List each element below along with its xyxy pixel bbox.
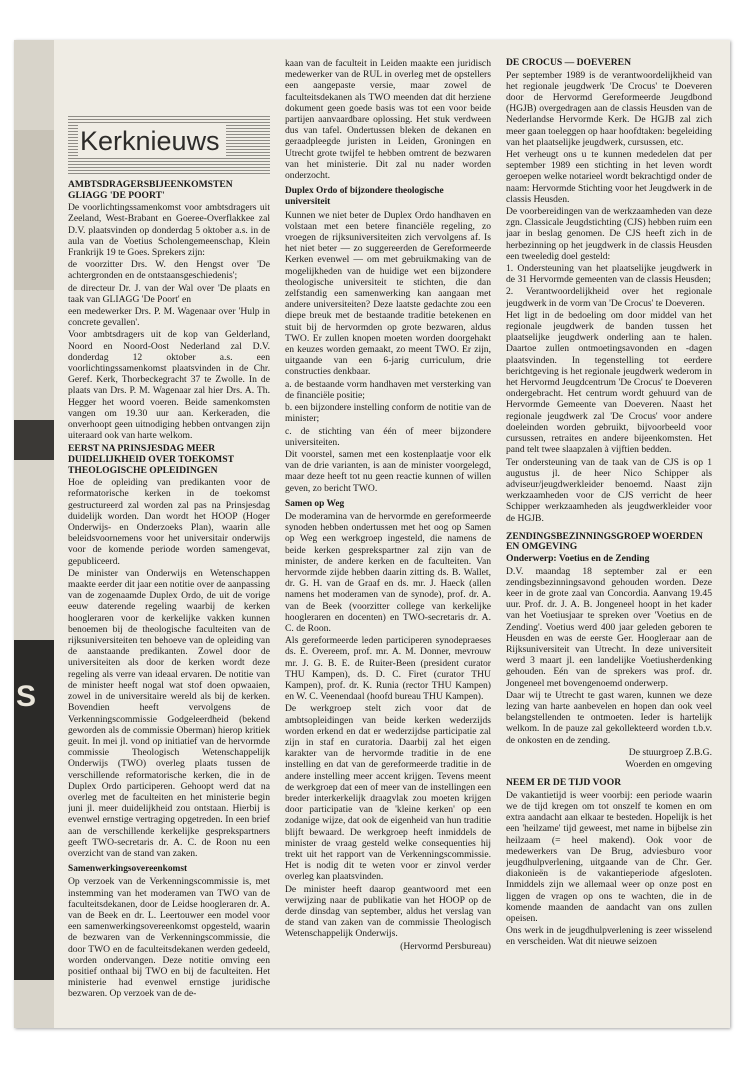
paragraph: kaan van de faculteit in Leiden maakte een juridisch medewerker van de RUL in overleg met de opstellers een aangepaste versie, maar zowel de faculteitsdekanen als TWO meenden dat dit herziene dokument geen goede basis was tot een voor beide partijen aanvaardbare oplossing. Het stuk verdween dus van tafel. Ondertussen bleken de dekanen en geraadpleegde juristen in Leiden, Groningen en Utrecht grote twijfel te hebben omtrent de bezwaren van het ministerie. Dit zal nu nader worden onderzocht. — [285, 58, 491, 182]
section-header-banner — [68, 116, 270, 174]
article-headline: AMBTSDRAGERSBIJEENKOMSTEN GLIAGG 'DE POORT' — [68, 179, 233, 201]
paragraph: Dit voorstel, samen met een kostenplaatje voor elk van de drie varianten, is aan de minister voorgelegd, maar deze heeft tot nu geen reactie kunnen of willen geven, zo bericht TWO. — [285, 448, 491, 494]
paragraph: Op verzoek van de Verkenningscommissie is, met instemming van het moderamen van TWO van de faculteitsdekanen, door de Leidse hoogleraren dr. A. van de Beek en dr. L. Leertouwer een model voor een samenwerkingsovereenkomst opgesteld, waarin de bezwaren van de Verkenningscommissie, die door TWO en de faculteitsdekanen werden gedeeld, worden ondervangen. Deze notitie omving een positief onthaal bij TWO en bij de faculteiten. Het ministerie had evenwel ernstige juridische bezwaren. Op verzoek van de de- — [68, 876, 270, 1000]
column-3 — [506, 58, 712, 949]
paragraph: D.V. maandag 18 september zal er een zendingsbezinningsavond gehouden worden. Deze keer in de grote zaal van Concordia. Aanvang 19.45 uur. Prof. dr. J. A. B. Jongeneel hoopt in het kader van het Voetiusjaar te spreken over 'Voetius en de Zending'. Voetius werd 400 jaar geleden geboren te Heusden en was de eerste Ger. Hoogleraar aan de Rijksuniversiteit van Utrecht. In deze universiteit werd 3 maart jl. een landelijke Voetiusherdenking gehouden. Eén van de sprekers was prof. dr. Jongeneel met bovengenoemd onderwerp. — [506, 565, 712, 689]
paragraph: Voor ambtsdragers uit de kop van Gelderland, Noord en Noord-Oost Nederland zal D.V. donderdag 12 oktober a.s. een voorlichtingssamenkomst plaatsvinden in de Chr. Geref. Kerk, Thorbeckegracht 37 te Zwolle. In de plaats van Drs. P. M. Wagenaar zal hier Drs. A. Th. Hegger het woord voeren. Beide samenkomsten vangen om 19.30 uur aan. Kerkeraden, die onverhoopt geen uitnodiging hebben ontvangen zijn uiteraard ook van harte welkom. — [68, 329, 270, 442]
magazine-page — [14, 40, 730, 1028]
previous-page-edge — [14, 40, 54, 1028]
paragraph: Het verheugt ons u te kunnen mededelen dat per september 1989 een stichting in het leven wordt geroepen welke notarieel wordt bekrachtigd onder de naam: Hervormde Stichting voor het Jeugdwerk in de classis Heusden. — [506, 149, 712, 205]
paragraph: Kunnen we niet beter de Duplex Ordo handhaven en volstaan met een betere financiële regeling, zo vroegen de rijksuniversiteiten zich vervolgens af. Is het niet beter — zo suggereerden de Gereformeerde Kerken evenwel — om met gebruikmaking van de mogelijkheden van de huidige wet een bijzondere theologische universiteit te stichten, die dan zelfstandig een samenwerking kan aangaan met andere universiteiten? Deze laatste gedachte zou een diepe breuk met de bestaande traditie betekenen en stuit bij de hervormden op grote bezwaren, aldus TWO. Er zullen knopen moeten worden doorgehakt en keuzes worden gemaakt, zo meent TWO. Er zijn, uitgaande van een 6-jarig curriculum, drie constructies denkbaar. — [285, 209, 491, 378]
paragraph: Ter ondersteuning van de taak van de CJS is op 1 augustus jl. de heer Nico Schipper als adviseur/jeugdwerkleider benoemd. Naast zijn werkzaamheden voor de CJS verricht de heer Schipper werkzaamheden als jeugdwerkleider voor de HGJB. — [506, 456, 712, 524]
list-item: 1. Ondersteuning van het plaatselijke jeugdwerk in de 31 Hervormde gemeenten van de classis Heusden; — [506, 263, 712, 286]
signature-line: De stuurgroep Z.B.G. — [628, 746, 712, 758]
subheading: Duplex Ordo of bijzondere theologische universiteit — [285, 186, 444, 208]
paragraph: de voorzitter Drs. W. den Hengst over 'De achtergronden en de ontstaansgeschiedenis'; — [68, 259, 270, 282]
subheading: Onderwerp: Voetius en de Zending — [506, 552, 650, 564]
paragraph: Ons werk in de jeugdhulpverlening is zeer wisselend en verscheiden. Wat dit nieuwe seizoen — [506, 925, 712, 948]
list-item: a. de bestaande vorm handhaven met versterking van de financiële positie; — [285, 378, 491, 401]
subheading: Samen op Weg — [285, 498, 345, 509]
paragraph: de directeur Dr. J. van der Wal over 'De plaats en taak van GLIAGG 'De Poort' en — [68, 282, 270, 305]
column-1 — [68, 58, 270, 1001]
paragraph: een medewerker Drs. P. M. Wagenaar over 'Hulp in concrete gevallen'. — [68, 306, 270, 329]
article-headline: ZENDINGSBEZINNINGSGROEP WOERDEN EN OMGEVING — [506, 530, 703, 553]
article-headline: DE CROCUS — DOEVEREN — [506, 58, 631, 68]
list-item: c. de stichting van één of meer bijzondere universiteiten. — [285, 425, 491, 448]
list-item: 2. Verantwoordelijkheid over het regionale jeugdwerk in de vorm van 'De Crocus' te Doeveren. — [506, 286, 712, 309]
paragraph: Als gereformeerde leden participeren synodepraeses ds. E. Overeem, prof. mr. A. M. Donner, mevrouw mr. J. G. B. E. de Ruiter-Been (president curator THU Kampen), ds. D. C. Firet (curator THU Kampen), prof. dr. K. Runia (rector THU Kampen) en W. C. Veenendaal (hoofd bureau THU Kampen). — [285, 635, 491, 703]
paragraph: De moderamina van de hervormde en gereformeerde synoden hebben ondertussen met het oog op Samen op Weg een werkgroep ingesteld, die namens de beide kerken gesprekspartner zal zijn van de minister, de andere kerken en de faculteiten. Van hervormde zijde hebben daarin zitting ds. B. Wallet, dr. G. H. van de Graaf en ds. mr. J. Haeck (allen namens het moderamen van de synode), prof. dr. A. van de Beek (voorzitter college van kerkelijke hoogleraren en docenten) en TWO-secretaris dr. A. C. de Roon. — [285, 510, 491, 634]
paragraph: Het ligt in de bedoeling om door middel van het regionale jeugdwerk de banden tussen het plaatselijke jeugdwerk onderling aan te halen. Daartoe zullen ontmoetingsavonden en -dagen plaatsvinden. In tegenstelling tot eerdere berichtgeving is het regionale jeugdwerk wederom in het Hervormd Jeugdcentrum 'De Crocus' te Doeveren ondergebracht. Het centrum wordt gehuurd van de Hervormde Gemeente van Doeveren. Naast het regionale jeugdwerk zal 'De Crocus' voor andere doeleinden worden gebruikt, bijvoorbeeld voor cursussen, retraites en andere bijeenkomsten. Het pand telt twee slaapzalen à vijftien bedden. — [506, 309, 712, 456]
signature-line: Woerden en omgeving — [625, 758, 712, 770]
section-title: Kerknieuws — [78, 124, 226, 158]
paragraph: De minister heeft daarop geantwoord met een verwijzing naar de publikatie van het HOOP op de derde dinsdag van september, aldus het verslag van de stand van zaken van de commissie Theologisch Wetenschappelijk Onderwijs. — [285, 883, 491, 940]
paragraph: De vakantietijd is weer voorbij: een periode waarin we de tijd kregen om tot onszelf te komen en om extra aandacht aan elkaar te besteden. Hopelijk is het een 'heilzame' tijd geweest, met name in bijbelse zin heilzaam (= heel makend). Ook voor de medewerkers van De Brug, adviesburo voor jeugdhulpverlening, uitgaande van de Chr. Ger. diakonieën is de vakantieperiode afgesloten. Inmiddels zijn we allemaal weer op onze post en liggen de vragen op ons te wachten, die in de komende maanden de aandacht van ons zullen opeisen. — [506, 789, 712, 924]
paragraph: De voorbereidingen van de werkzaamheden van deze zgn. Classicale Jeugdstichting (CJS) hebben ruim een jaar in beslag genomen. De CJS heeft zich in de herbezinning op het jeugdwerk in de classis Heusden een tweeledig doel gesteld: — [506, 206, 712, 262]
paragraph: Hoe de opleiding van predikanten voor de reformatorische kerken in de toekomst gestructureerd zal worden zal pas na Prinsjesdag duidelijk worden. Dan wordt het HOOP (Hoger Onderwijs- en Onderzoeks Plan), waarin alle beleidsvoornemens voor het universitair onderwijs voor de komende periode worden samengevat, gepubliceerd. — [68, 477, 270, 567]
paragraph: De werkgroep stelt zich voor dat de ambtsopleidingen van beide kerken wederzijds worden erkend en dat er wederzijdse participatie zal zijn in staf en curatoria. Daarbij zal het eigen karakter van de hervormde traditie in de ene instelling en dat van de gereformeerde traditie in de andere instelling meer accent krijgen. Tevens meent de werkgroep dat een of meer van de instellingen een breder interkerkelijk draagvlak zou moeten krijgen door participatie van de 'kleine kerken' op een zodanige wijze, dat ook de eigenheid van hun traditie blijft bewaard. De werkgroep heeft inmiddels de minister de vraag gesteld welke consequenties hij trekt uit het rapport van de Verkenningscommissie. Het is nodig dit te weten voor er zinvol verder overleg kan plaatsvinden. — [285, 703, 491, 883]
list-item: b. een bijzondere instelling conform de notitie van de minister; — [285, 402, 491, 425]
paragraph: De voorlichtingssamenkomst voor ambtsdragers uit Zeeland, West-Brabant en Goeree-Overflakkee zal D.V. plaatsvinden op donderdag 5 oktober a.s. in de aula van de Voetius Scholengemeenschap, Klein Frankrijk 19 te Goes. Sprekers zijn: — [68, 202, 270, 258]
article-headline: EERST NA PRINSJESDAG MEER DUIDELIJKHEID OVER TOEKOMST THEOLOGISCHE OPLEIDINGEN — [68, 443, 234, 476]
edge-letter-fragment: S — [16, 680, 37, 713]
paragraph: De minister van Onderwijs en Wetenschappen maakte eerder dit jaar een notitie over de aanpassing van de zogenaamde Duplex Ordo, de uit de vorige eeuw daterende regeling waarbij de kerken hoogleraren voor de kerkelijke vakken kunnen benoemen bij de theologische faculteiten van de rijksuniversiteiten ten behoeve van de opleiding van de aanstaande predikanten. Zowel door de universiteiten als door de kerken wordt deze regeling als verre van ideaal ervaren. De notitie van de minister heeft nogal wat stof doen opwaaien, zowel in de universitaire wereld als bij de kerken. Bovendien heeft vervolgens de Verkenningscommissie Godgeleerdheid (bekend geworden als de commissie Oberman) hierop kritiek geuit. In mei jl. vond op initiatief van de hervormde commissie Theologisch Wetenschappelijk Onderwijs (TWO) overleg plaats tussen de verschillende reformatorische kerken, die in de Duplex Ordo participeren. Gehoopt werd dat na overleg met de faculteiten en het ministerie begin juni jl. meer duidelijkheid zou ontstaan. Hierbij is evenwel ernstige vertraging opgetreden. In een brief aan de verschillende kerkelijke gesprekspartners geeft TWO-secretaris dr. A. C. de Roon nu een overzicht van de stand van zaken. — [68, 567, 270, 859]
paragraph: Daar wij te Utrecht te gast waren, kunnen we deze lezing van harte aanbevelen en hopen dan ook veel belangstellenden te ontmoeten. Ieder is hartelijk welkom. In de pauze zal gekollekteerd worden t.b.v. de onkosten en de zending. — [506, 689, 712, 746]
subheading: Samenwerkingsovereenkomst — [68, 864, 188, 875]
article-headline: NEEM ER DE TIJD VOOR — [506, 777, 622, 789]
article-source: (Hervormd Persbureau) — [400, 940, 491, 952]
column-2 — [285, 58, 491, 953]
paragraph: Per september 1989 is de verantwoordelijkheid van het regionale jeugdwerk 'De Crocus' te Doeveren door de Hervormd Gereformeerde Jeugdbond (HGJB) overgedragen aan de classis Heusden van de Nederlandse Hervormde Kerk. De HGJB zal zich meer gaan toeleggen op haar hoofdtaken: begeleiding van het plaatselijke jeugdwerk, cursussen, etc. — [506, 69, 712, 148]
